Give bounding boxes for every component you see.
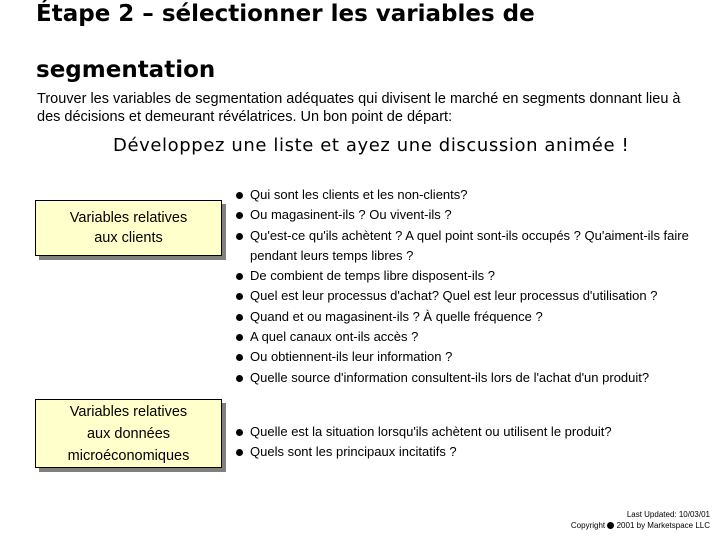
title-line-1: Étape 2 – sélectionner les variables de: [36, 1, 535, 27]
microeconomic-questions-list: [236, 422, 706, 463]
list-item: A quel canaux ont-ils accès ?: [236, 327, 706, 347]
box-label-line: microéconomiques: [67, 447, 190, 464]
list-item: De combient de temps libre disposent-ils ?: [236, 266, 706, 286]
list-item: Qu'est-ce qu'ils achètent ? A quel point sont-ils occupés ? Qu'aiment-ils faire pendant leurs temps libres ?: [236, 226, 706, 267]
footer: [571, 509, 710, 531]
list-item: Quel est leur processus d'achat? Quel est leur processus d'utilisation ?: [236, 286, 706, 306]
last-updated: Last Updated: 10/03/01: [626, 510, 710, 519]
customer-questions-list: [236, 185, 706, 388]
copyright: [571, 520, 710, 531]
subheading: Développez une liste et ayez une discussion animée !: [113, 135, 630, 156]
intro-text: Trouver les variables de segmentation adéquates qui divisent le marché en segments donnant lieu à des décisions et demeurant révélatrices. Un bon point de départ:: [37, 91, 681, 125]
list-item: Ou obtiennent-ils leur information ?: [236, 347, 706, 367]
copyright-suffix: 2001 by Marketspace LLC: [616, 521, 710, 530]
microeconomic-variables-box: [35, 399, 222, 468]
copyright-prefix: Copyright: [570, 521, 606, 530]
list-item: Ou magasinent-ils ? Ou vivent-ils ?: [236, 205, 706, 225]
list-item: Quelle est la situation lorsqu'ils achètent ou utilisent le produit?: [236, 422, 706, 442]
list-item: Qui sont les clients et les non-clients?: [236, 185, 706, 205]
list-item: Quelle source d'information consultent-ils lors de l'achat d'un produit?: [236, 368, 706, 388]
copyright-bullet-icon: [607, 522, 614, 529]
box-label-line: aux données: [86, 425, 171, 442]
page-title: [36, 0, 696, 98]
box-label-line: Variables relatives: [69, 210, 188, 226]
box-label-line: aux clients: [94, 230, 163, 246]
customer-variables-box: [35, 200, 222, 256]
box-label-line: Variables relatives: [69, 403, 188, 420]
list-item: Quels sont les principaux incitatifs ?: [236, 442, 706, 462]
list-item: Quand et ou magasinent-ils ? À quelle fréquence ?: [236, 307, 706, 327]
title-line-2: segmentation: [36, 57, 216, 83]
